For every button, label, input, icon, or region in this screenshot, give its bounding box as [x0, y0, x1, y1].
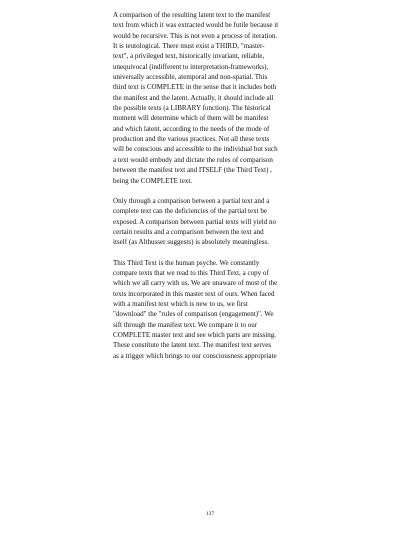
- text-line: It is teutological. There must exist a THIRD, "master-: [113, 42, 265, 51]
- text-line: text from which it was extracted would be futile because it: [113, 21, 279, 30]
- text-line: would be recursive. This is not even a process of iteration.: [113, 31, 278, 40]
- text-line: being the COMPLETE text.: [113, 176, 193, 185]
- text-line: the manifest and the latent. Actually, it should include all: [113, 93, 274, 102]
- text-line: moment will determine which of them will be manifest: [113, 114, 269, 123]
- text-line: itself (as Althusser suggests) is absolutely meaningless.: [113, 238, 269, 247]
- text-line: exposed. A comparison between partial texts will yield no: [113, 217, 277, 226]
- text-line: Only through a comparison between a partial text and a: [113, 196, 270, 205]
- paragraph-2: [113, 196, 318, 248]
- text-line: will be conscious and accessible to the individual but such: [113, 145, 278, 154]
- text-line: "download" the "rules of comparison (engagement)". We: [113, 310, 274, 319]
- text-line: compare texts that we read to this Third Text, a copy of: [113, 268, 269, 277]
- text-line: sift through the manifest text. We compare it to our: [113, 320, 258, 329]
- text-line: and which latent, according to the needs of the mode of: [113, 124, 270, 133]
- text-line: production and the various practices. Not all these texts: [113, 135, 270, 144]
- text-line: texts incorporated in this master text of ours. When faced: [113, 289, 275, 298]
- body-text: [113, 10, 318, 371]
- text-line: unequivocal (indifferent to interpretation-frameworks),: [113, 62, 269, 71]
- text-line: which we all carry with us. We are unaware of most of the: [113, 279, 278, 288]
- text-line: COMPLETE master text and see which parts are missing.: [113, 330, 277, 339]
- text-line: between the manifest text and ITSELF (the Third Text) ,: [113, 166, 272, 175]
- paragraph-1: [113, 10, 318, 186]
- text-line: A comparison of the resulting latent text to the manifest: [113, 11, 271, 19]
- page-number: 137: [205, 511, 215, 517]
- text-line: third text is COMPLETE in the sense that it includes both: [113, 83, 277, 92]
- text-line: universally accessible, atemporal and non-spatial. This: [113, 73, 268, 82]
- text-line: a text would embody and dictate the rules of comparison: [113, 155, 273, 164]
- text-line: certain results and a comparison between the text and: [113, 227, 264, 236]
- text-line: with a manifest text which is new to us, we first: [113, 299, 248, 308]
- text-line: text", a privileged text, historically invariant, reliable,: [113, 52, 265, 61]
- text-line: the possible texts (a LIBRARY function). The historical: [113, 104, 271, 113]
- text-line: as a trigger which brings to our consciousness appropriate: [113, 351, 277, 360]
- text-line: complete text can the deficiencies of the partial text be: [113, 207, 267, 216]
- paragraph-3: [113, 258, 318, 361]
- text-line: This Third Text is the human psyche. We constantly: [113, 258, 260, 267]
- text-line: These constitute the latent text. The manifest text serves: [113, 341, 272, 350]
